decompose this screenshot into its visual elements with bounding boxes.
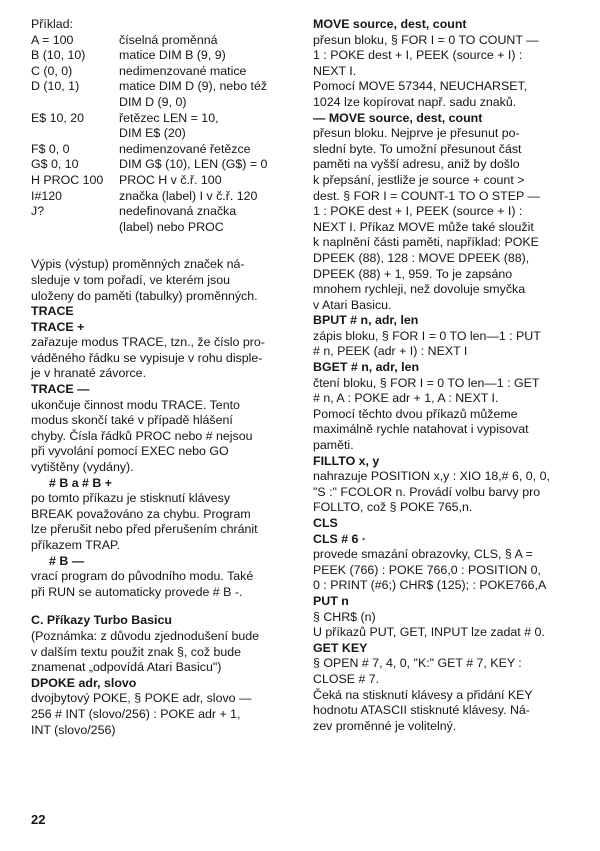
dpoke-text (31, 691, 295, 738)
example-key: B (10, 10) (31, 48, 86, 63)
bget-heading: BGET # n, adr, len (313, 360, 420, 375)
text-line: DPEEK (88), 128 : MOVE DPEEK (88), (313, 250, 530, 265)
hash-b-minus-text (31, 569, 295, 600)
text-line: DPEEK (88) + 1, 959. To je zapsáno (313, 266, 513, 281)
text-line: 256 # INT (slovo/256) : POKE adr + 1, (31, 706, 241, 721)
text-line: NEXT I. (313, 63, 357, 78)
putn-heading: PUT n (313, 593, 349, 608)
move-heading: MOVE source, dest, count (313, 17, 467, 31)
example-value: DIM G$ (10), LEN (G$) = 0 (119, 157, 268, 172)
text-line: # n, PEEK (adr + I) : NEXT I (313, 344, 468, 359)
text-line: CLOSE # 7. (313, 671, 380, 686)
text-line: hodnotu ATASCII stisknuté klávesy. Ná- (313, 703, 530, 718)
text-line: chyby. Čísla řádků PROC nebo # nejsou (31, 428, 253, 443)
text-line: v Atari Basicu. (313, 297, 392, 312)
example-value-continued: (label) nebo PROC (119, 219, 224, 234)
left-column (31, 17, 295, 738)
paragraph-1 (31, 257, 295, 304)
text-line: zápis bloku, § FOR I = 0 TO len—1 : PUT (313, 328, 541, 343)
section-c-text (31, 629, 295, 676)
text-line: v dalším textu použit znak §, což bude (31, 644, 242, 659)
text-line: k naplnění části paměti, například: POKE (313, 235, 539, 250)
example-key: F$ 0, 0 (31, 141, 70, 156)
example-row (31, 189, 295, 205)
text-line: příkazem TRAP. (31, 538, 121, 552)
cls-heading: CLS (313, 516, 338, 530)
getkey-text (313, 656, 575, 734)
text-line: Pomocí těchto dvou příkazů můžeme (313, 406, 518, 421)
text-line: # n, A : POKE adr + 1, A : NEXT I. (313, 391, 499, 406)
text-line: U příkazů PUT, GET, INPUT lze zadat # 0. (313, 625, 545, 640)
text-line: (Poznámka: z důvodu zjednodušení bude (31, 628, 260, 643)
text-line: NEXT I. Příkaz MOVE může také sloužit (313, 219, 534, 234)
cls6-text (313, 547, 575, 594)
bput-text (313, 329, 575, 360)
fillto-heading: FILLTO x, y (313, 453, 380, 468)
example-key: D (10, 1) (31, 79, 80, 94)
text-line: FOLLTO, což § POKE 765,n. (313, 500, 473, 515)
trace-heading: TRACE (31, 304, 74, 319)
move-minus-heading: — MOVE source, dest, count (313, 110, 483, 125)
text-line: modus skončí také v případě hlášení (31, 413, 233, 428)
text-line: nahrazuje POSITION x,y : XIO 18,# 6, 0, 0, (313, 469, 550, 484)
right-column (313, 17, 575, 734)
section-c-heading: C. Příkazy Turbo Basicu (31, 613, 172, 628)
example-row (31, 111, 295, 127)
move-minus-text (313, 126, 575, 313)
example-value: řetězec LEN = 10, (119, 110, 219, 125)
example-row (31, 79, 295, 95)
example-value: nedefinovaná značka (119, 204, 237, 219)
text-line: 1 : POKE dest + I, PEEK (source + I) : (313, 48, 523, 63)
example-key: J? (31, 204, 45, 219)
example-value: číselná proměnná (119, 32, 218, 47)
text-line: maximálně rychle natahovat i vypisovat (313, 422, 529, 437)
text-line: znamenat „odpovídá Atari Basicu") (31, 660, 222, 675)
text-line: přesun bloku, § FOR I = 0 TO COUNT — (313, 32, 539, 47)
text-line: 0 : PRINT (#6;) CHR$ (125); : POKE766,A (313, 578, 547, 593)
text-line: lze přerušit nebo před přerušením chránit (31, 522, 258, 537)
text-line: § OPEN # 7, 4, 0, "K:" GET # 7, KEY : (313, 656, 522, 671)
getkey-heading: GET KEY (313, 640, 368, 655)
example-row (31, 33, 295, 49)
putn-text (313, 610, 575, 641)
example-row (31, 142, 295, 158)
example-row (31, 48, 295, 64)
example-key: I#120 (31, 188, 63, 203)
text-line: Pomocí MOVE 57344, NEUCHARSET, (313, 79, 528, 94)
example-row (31, 204, 295, 220)
example-key: H PROC 100 (31, 172, 104, 187)
text-line: BREAK považováno za chybu. Program (31, 506, 251, 521)
text-line: dvojbytový POKE, § POKE adr, slovo — (31, 691, 252, 706)
example-value-continued: DIM D (9, 0) (119, 94, 187, 109)
example-value: matice DIM B (9, 9) (119, 48, 226, 63)
example-key: C (0, 0) (31, 63, 73, 78)
hash-b-text (31, 491, 295, 553)
example-row (31, 173, 295, 189)
text-line: ukončuje činnost modu TRACE. Tento (31, 397, 240, 412)
text-line: provede smazání obrazovky, CLS, § A = (313, 547, 533, 562)
example-label: Příklad: (31, 17, 74, 31)
example-value: značka (label) I v č.ř. 120 (119, 188, 258, 203)
text-line: přesun bloku. Nejprve je přesunut po- (313, 126, 520, 141)
example-value: nedimenzované řetězce (119, 141, 251, 156)
example-value: matice DIM D (9), nebo též (119, 79, 268, 94)
text-line: 1 : POKE dest + I, PEEK (source + I) : (313, 204, 523, 219)
text-line: mnohem rychleji, než dovoluje smyčka (313, 282, 526, 297)
text-line: k přepsání, jestliže je source + count > (313, 172, 525, 187)
text-line: vytištěny (vydány). (31, 460, 134, 475)
example-row (31, 157, 295, 173)
trace-minus-text (31, 398, 295, 476)
hash-b-heading: # B a # B + (49, 475, 113, 490)
text-line: sleduje v tom pořadí, ve kterém jsou (31, 272, 231, 287)
text-line: při vyvolání pomocí EXEC nebo GO (31, 444, 229, 459)
example-row (31, 64, 295, 80)
trace-plus-text (31, 335, 295, 382)
cls6-heading: CLS # 6 · (313, 531, 367, 546)
text-line: uloženy do paměti (tabulky) proměnných. (31, 288, 258, 303)
page-number: 22 (31, 812, 46, 827)
example-key: A = 100 (31, 32, 74, 47)
example-value: nedimenzované matice (119, 63, 247, 78)
text-line: paměti. (313, 438, 354, 453)
example-key: G$ 0, 10 (31, 157, 79, 172)
text-line: zev proměnné je volitelný. (313, 718, 457, 733)
examples-table (31, 33, 295, 236)
text-line: po tomto příkazu je stisknutí klávesy (31, 491, 231, 506)
text-line: při RUN se automaticky provede # B -. (31, 584, 243, 599)
fillto-text (313, 469, 575, 516)
text-line: Čeká na stisknutí klávesy a přidání KEY (313, 687, 533, 702)
example-value: PROC H v č.ř. 100 (119, 172, 222, 187)
example-key: E$ 10, 20 (31, 110, 85, 125)
trace-minus-heading: TRACE — (31, 382, 90, 397)
text-line: paměti na vyšší adresu, aniž by došlo (313, 157, 520, 172)
text-line: váděného řádku se vypisuje v rohu disple- (31, 350, 263, 365)
text-line: INT (slovo/256) (31, 722, 116, 737)
text-line: PEEK (766) : POKE 766,0 : POSITION 0, (313, 562, 541, 577)
text-line: slední byte. To umožní přesunout část (313, 141, 522, 156)
dpoke-heading: DPOKE adr, slovo (31, 675, 137, 690)
trace-plus-heading: TRACE + (31, 319, 85, 334)
hash-b-minus-heading: # B — (49, 553, 85, 568)
text-line: je v hranaté závorce. (31, 366, 147, 381)
text-line: vrací program do původního modu. Také (31, 569, 254, 584)
text-line: "S :" FCOLOR n. Provádí volbu barvy pro (313, 484, 541, 499)
bput-heading: BPUT # n, adr, len (313, 313, 419, 328)
text-line: dest. § FOR I = COUNT-1 TO O STEP — (313, 188, 540, 203)
text-line: § CHR$ (n) (313, 609, 376, 624)
move-text (313, 33, 575, 111)
bget-text (313, 376, 575, 454)
text-line: Výpis (výstup) proměnných značek ná- (31, 257, 245, 272)
text-line: zařazuje modus TRACE, tzn., že číslo pro- (31, 335, 265, 350)
example-value-continued: DIM E$ (20) (119, 126, 186, 141)
text-line: 1024 lze kopírovat např. sadu znaků. (313, 94, 517, 109)
text-line: čtení bloku, § FOR I = 0 TO len—1 : GET (313, 375, 540, 390)
